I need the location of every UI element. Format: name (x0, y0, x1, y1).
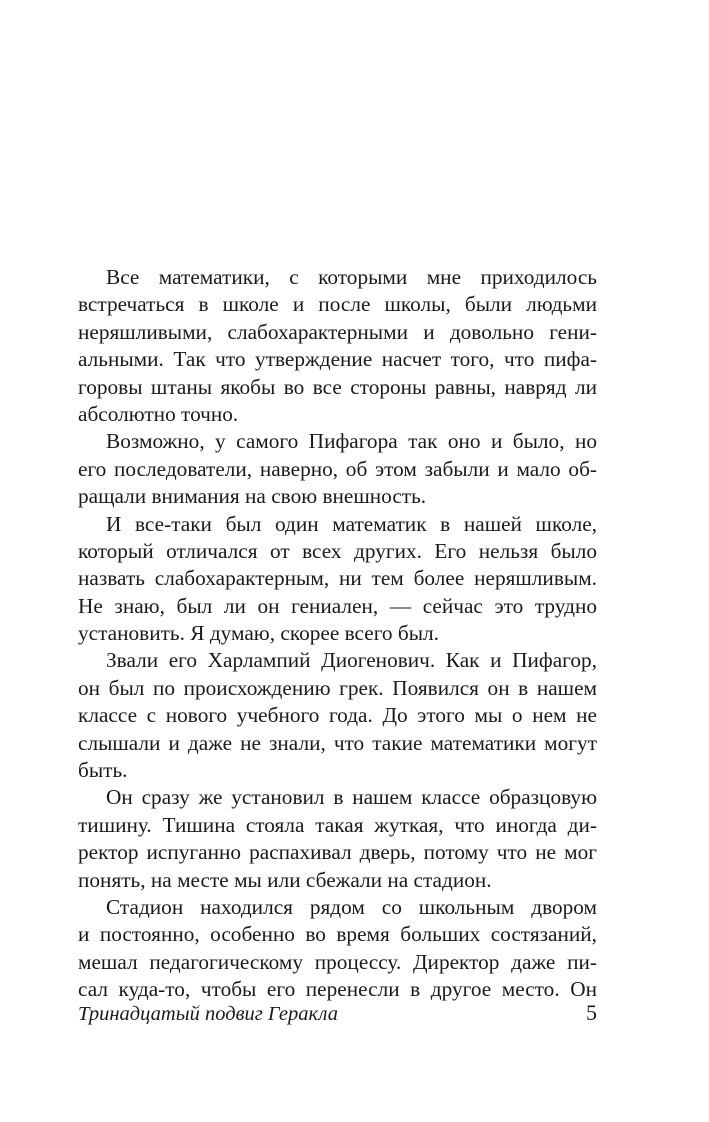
body-text-line: ректор испуганно распахивал дверь, потому что не мог (78, 840, 597, 865)
body-text-line: Не знаю, был ли он гениален, — сейчас это трудно (78, 593, 597, 618)
body-text-line: мешал педагогическому процессу. Директор даже пи- (78, 949, 597, 974)
running-footer-title: Тринадцатый подвиг Геракла (78, 1003, 338, 1025)
body-text-line: тишину. Тишина стояла такая жуткая, что иногда ди- (78, 812, 597, 837)
body-text-line: установить. Я думаю, скорее всего был. (78, 621, 439, 646)
body-text-line: горовы штаны якобы во все стороны равны, навряд ли (78, 374, 597, 399)
body-text-line: и постоянно, особенно во время больших состязаний, (78, 922, 597, 947)
page-number: 5 (586, 1000, 597, 1025)
body-text-line: классе с нового учебного года. До этого мы о нем не (78, 703, 597, 728)
body-text-line: Стадион находился рядом со школьным двором (106, 894, 597, 919)
body-text-line: И все-таки был один математик в нашей школе, (106, 511, 597, 536)
body-text-line: понять, на месте мы или сбежали на стадион. (78, 867, 492, 892)
page-body (78, 264, 597, 1004)
body-text-line: Он сразу же установил в нашем классе образцовую (106, 785, 597, 810)
body-text-line: неряшливыми, слабохарактерными и довольно гени- (78, 319, 597, 344)
body-text-line: Возможно, у самого Пифагора так оно и было, но (106, 429, 597, 454)
body-text-line: Звали его Харлампий Диогенович. Как и Пифагор, (106, 648, 597, 673)
body-text-line: быть. (78, 758, 128, 783)
body-text-line: альными. Так что утверждение насчет того, что пифа- (78, 347, 597, 372)
body-text-line: сал куда-то, чтобы его перенесли в другое место. Он (78, 977, 597, 1002)
body-text-line: назвать слабохарактерным, ни тем более неряшливым. (78, 566, 597, 591)
body-text-line: Все математики, с которыми мне приходилось (106, 265, 597, 289)
body-text-line: его последователи, наверно, об этом забыли и мало об- (78, 456, 597, 481)
body-text-line: встречаться в школе и после школы, были людьми (78, 292, 597, 317)
body-text-line: ращали внимания на свою внешность. (78, 484, 427, 509)
body-text-line: слышали и даже не знали, что такие математики могут (78, 730, 597, 755)
body-text-line: абсолютно точно. (78, 401, 239, 426)
body-text-line: который отличался от всех других. Его нельзя было (78, 538, 597, 563)
body-text-line: он был по происхождению грек. Появился он в нашем (78, 675, 597, 700)
